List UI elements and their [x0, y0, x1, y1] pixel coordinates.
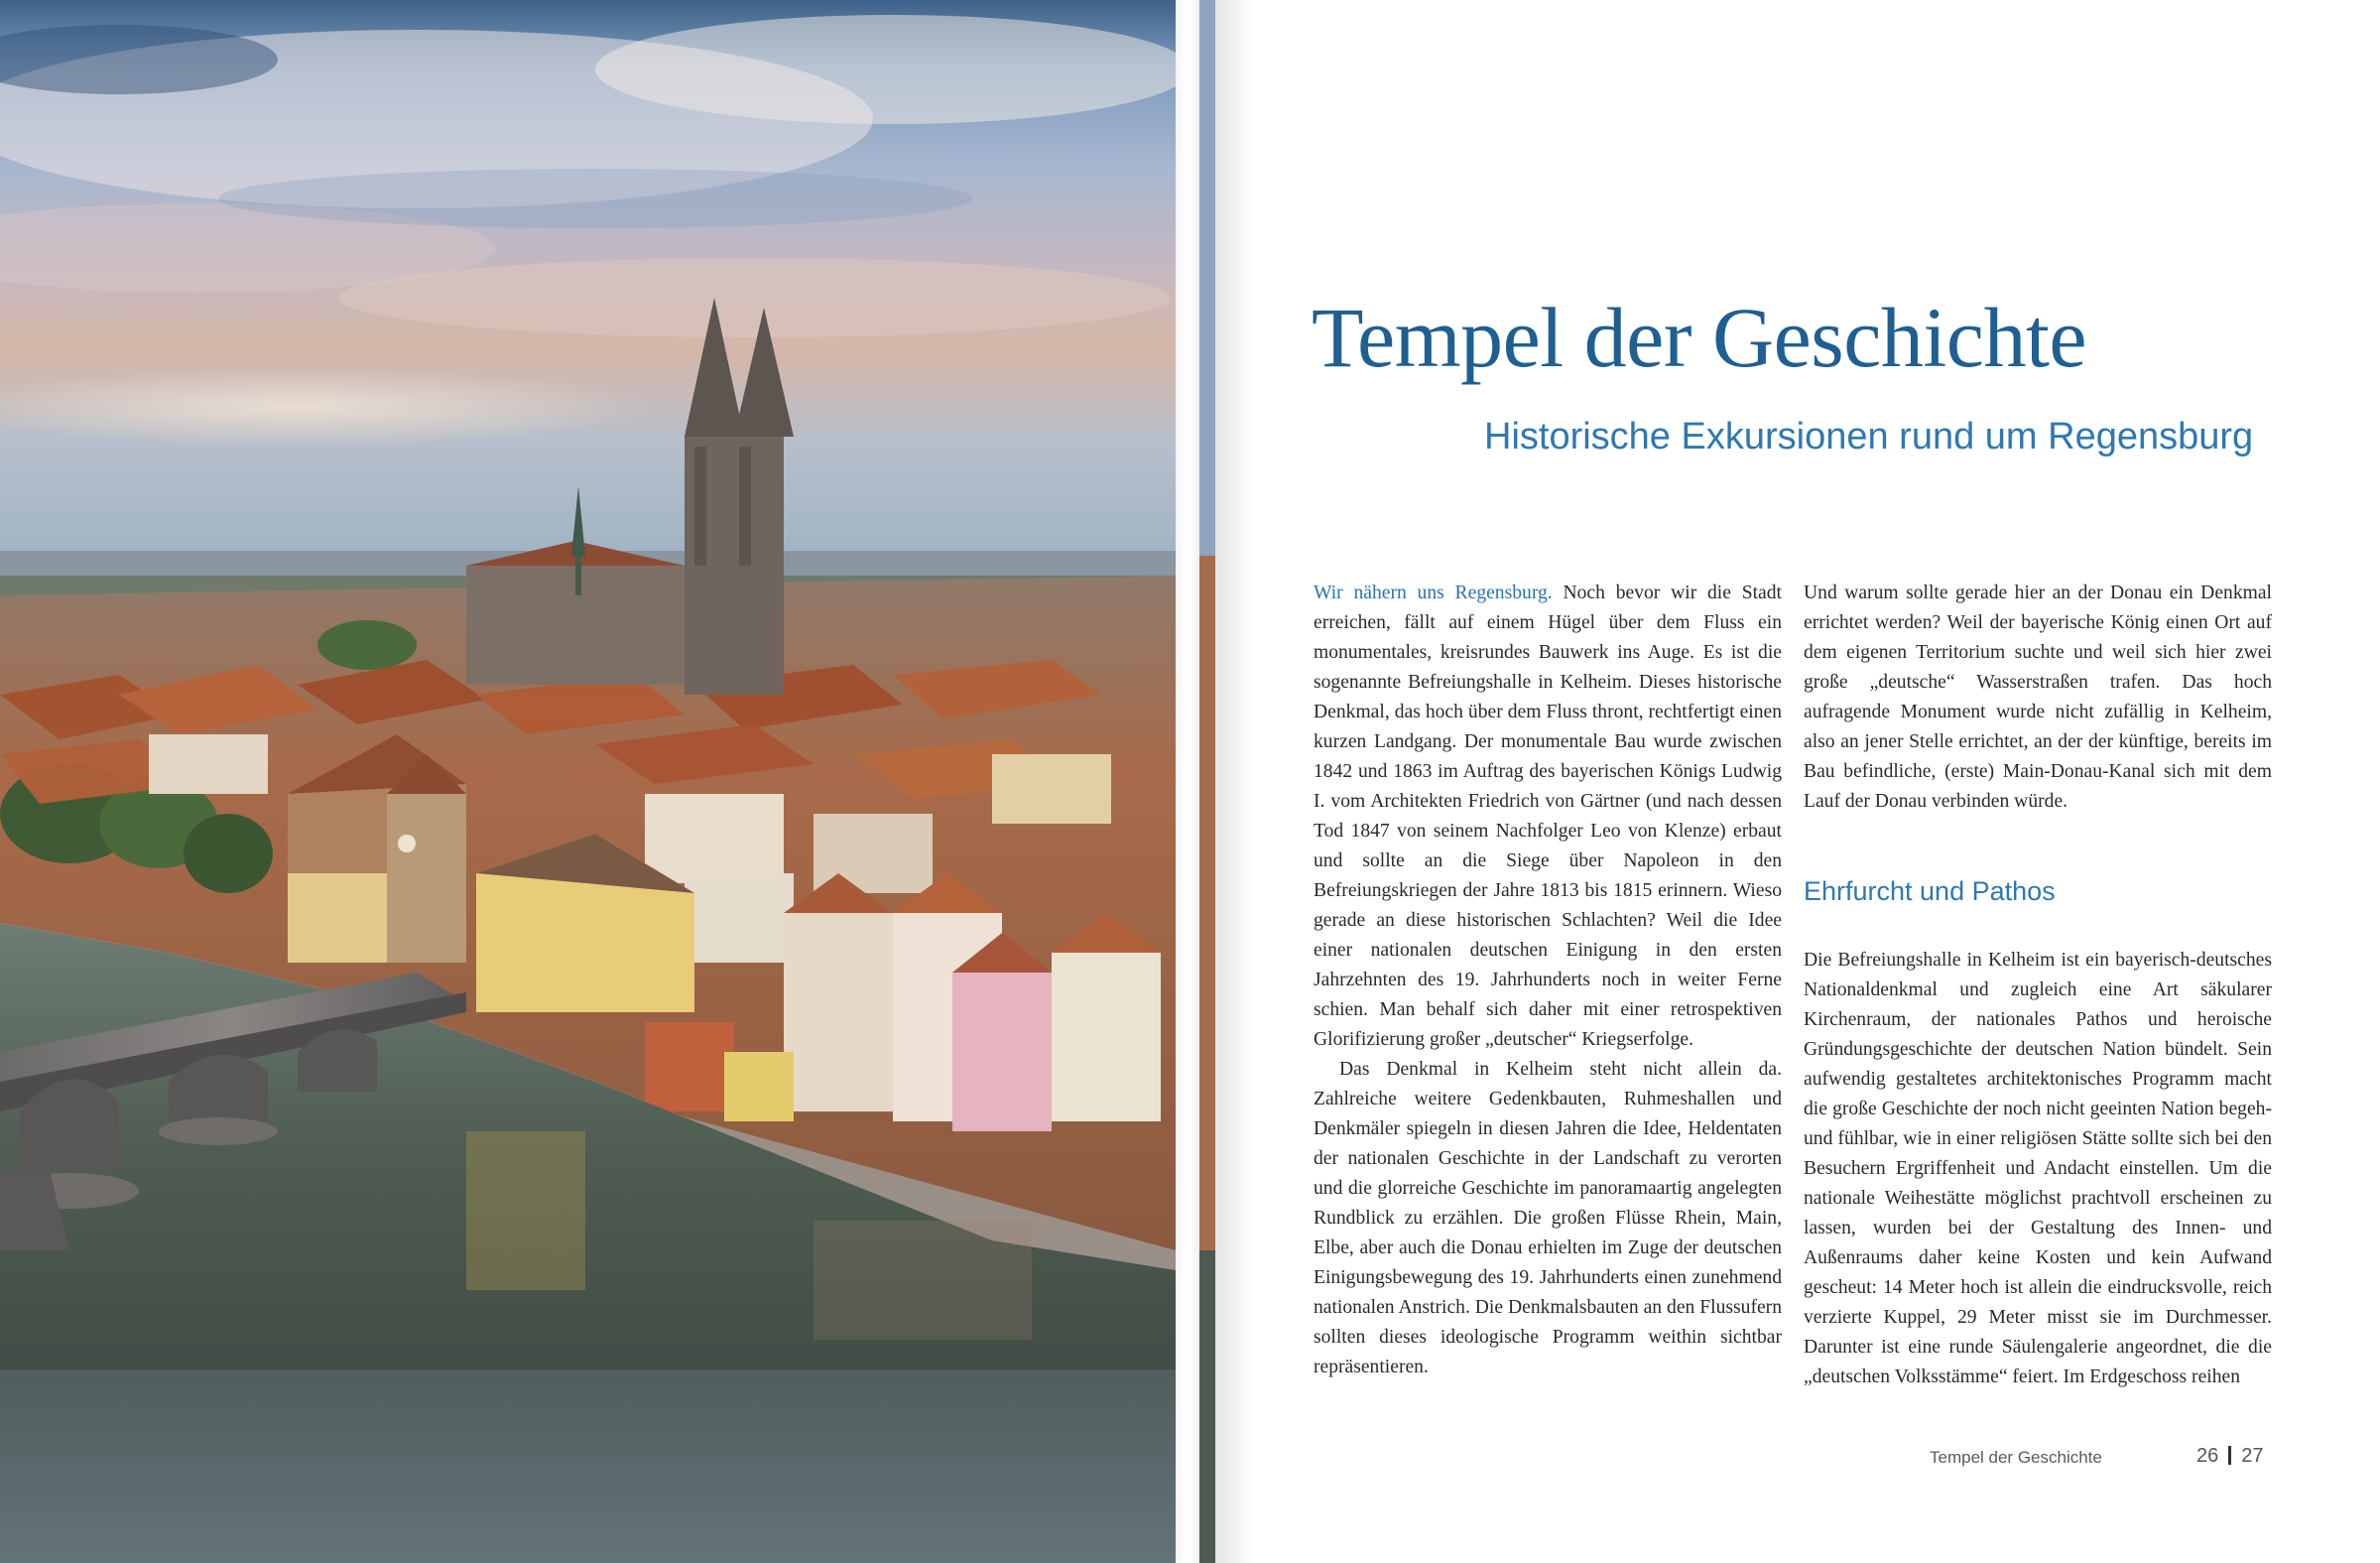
page-number-right: 27: [2241, 1445, 2264, 1467]
text-column-right: [1804, 579, 2272, 1392]
paragraph: Die Befreiungshalle in Kelheim ist ein bayerisch-deutsches Nationaldenkmal und zugleich eine Art säkularer Kirchenraum, der nationales Pathos und heroische Gründungsgeschichte der deutschen Nation bündelt. Sein aufwendig gestaltetes architektonisches Programm macht die große Geschichte der noch nicht geeinten Nation begeh- und fühlbar, wie in einer religiösen Stätte sollte sich bei den Besuchern Ergriffenheit und Andacht einstellen. Um die nationale Weihestätte möglichst prachtvoll erscheinen zu lassen, wurden bei der Gestaltung des Innen- und Außenraums daher keine Kosten und kein Aufwand gescheut: 14 Meter hoch ist allein die eindrucksvolle, reich verzierte Kuppel, 29 Meter misst sie im Durchmesser. Darunter ist eine runde Säulengalerie angeordnet, die die „deutschen Volksstämme“ feiert. Im Erdgeschoss reihen: [1804, 950, 2272, 1387]
page-numbers: [2196, 1445, 2264, 1468]
photo-page: [0, 0, 1176, 1563]
running-title: Tempel der Geschichte: [1930, 1448, 2102, 1467]
page-number-left: 26: [2196, 1445, 2219, 1467]
lead-in: Wir nähern uns Regensburg.: [1314, 583, 1553, 603]
section-heading: Ehrfurcht und Pathos: [1804, 876, 2056, 906]
text-column-left: [1314, 579, 1782, 1382]
page-title: Tempel der Geschichte: [1312, 290, 2087, 385]
paragraph: Das Denkmal in Kelheim steht nicht allein da. Zahlreiche weitere Gedenkbauten, Ruhmeshallen und Denkmäler spiegeln in diesen Jahren die Idee, Heldentaten der nationalen Geschichte in der Landschaft zu verorten und die glorreiche Geschichte im panoramaartig angelegten Rundblick zu erzählen. Die großen Flüsse Rhein, Main, Elbe, aber auch die Donau erhielten im Zuge der deutschen Einigungsbewegung des 19. Jahrhunderts einen zunehmend nationalen Anstrich. Die Denkmalsbauten an den Flussufern sollten dieses ideologische Programm weithin sichtbar repräsentieren.: [1314, 1059, 1782, 1377]
paragraph: Und warum sollte gerade hier an der Donau ein Denkmal errichtet werden? Weil der bayerische König einen Ort auf dem eigenen Territorium suchte und weil sich hier zwei große „deutsche“ Wasserstraßen trafen. Das hoch aufragende Monument wurde nicht zufällig in Kelheim, also an jener Stelle errichtet, an der der künftige, bereits im Bau befindliche, (erste) Main-Donau-Kanal sich mit dem Lauf der Donau verbinden würde.: [1804, 583, 2272, 812]
photo-bleed-image: [1199, 0, 1215, 1563]
paragraph: [1314, 579, 1782, 1055]
gutter: [1176, 0, 1199, 1563]
paragraph-text: Noch bevor wir die Stadt erreichen, fällt auf einem Hügel über dem Fluss ein monumentales, kreisrundes Bauwerk ins Auge. Es ist die sogenannte Befreiungshalle in Kelheim. Dieses historische Denkmal, das hoch über dem Fluss thront, rechtfertigt einen kurzen Landgang. Der monumentale Bau wurde zwischen 1842 und 1863 im Auftrag des bayerischen Königs Ludwig I. vom Architekten Friedrich von Gärtner (und nach dessen Tod 1847 von seinem Nachfolger Leo von Klenze) erbaut und sollte an die Siege über Napoleon in den Befreiungskriegen der Jahre 1813 bis 1815 erinnern. Wieso gerade an diese historischen Schlachten? Weil die Idee einer nationalen deutschen Einigung in den ersten Jahrzehnten des 19. Jahrhunderts noch in weiter Ferne schien. Man behalf sich daher mit einer retrospektiven Glorifizierung großer „deutscher“ Kriegserfolge.: [1314, 583, 1782, 1050]
regensburg-photo: [0, 0, 1176, 1563]
page-subtitle: Historische Exkursionen rund um Regensburg: [1484, 416, 2254, 457]
fold-shadow: [1215, 0, 1255, 1563]
photo-bleed-strip: [1199, 0, 1215, 1563]
folio-separator: [2228, 1446, 2231, 1465]
